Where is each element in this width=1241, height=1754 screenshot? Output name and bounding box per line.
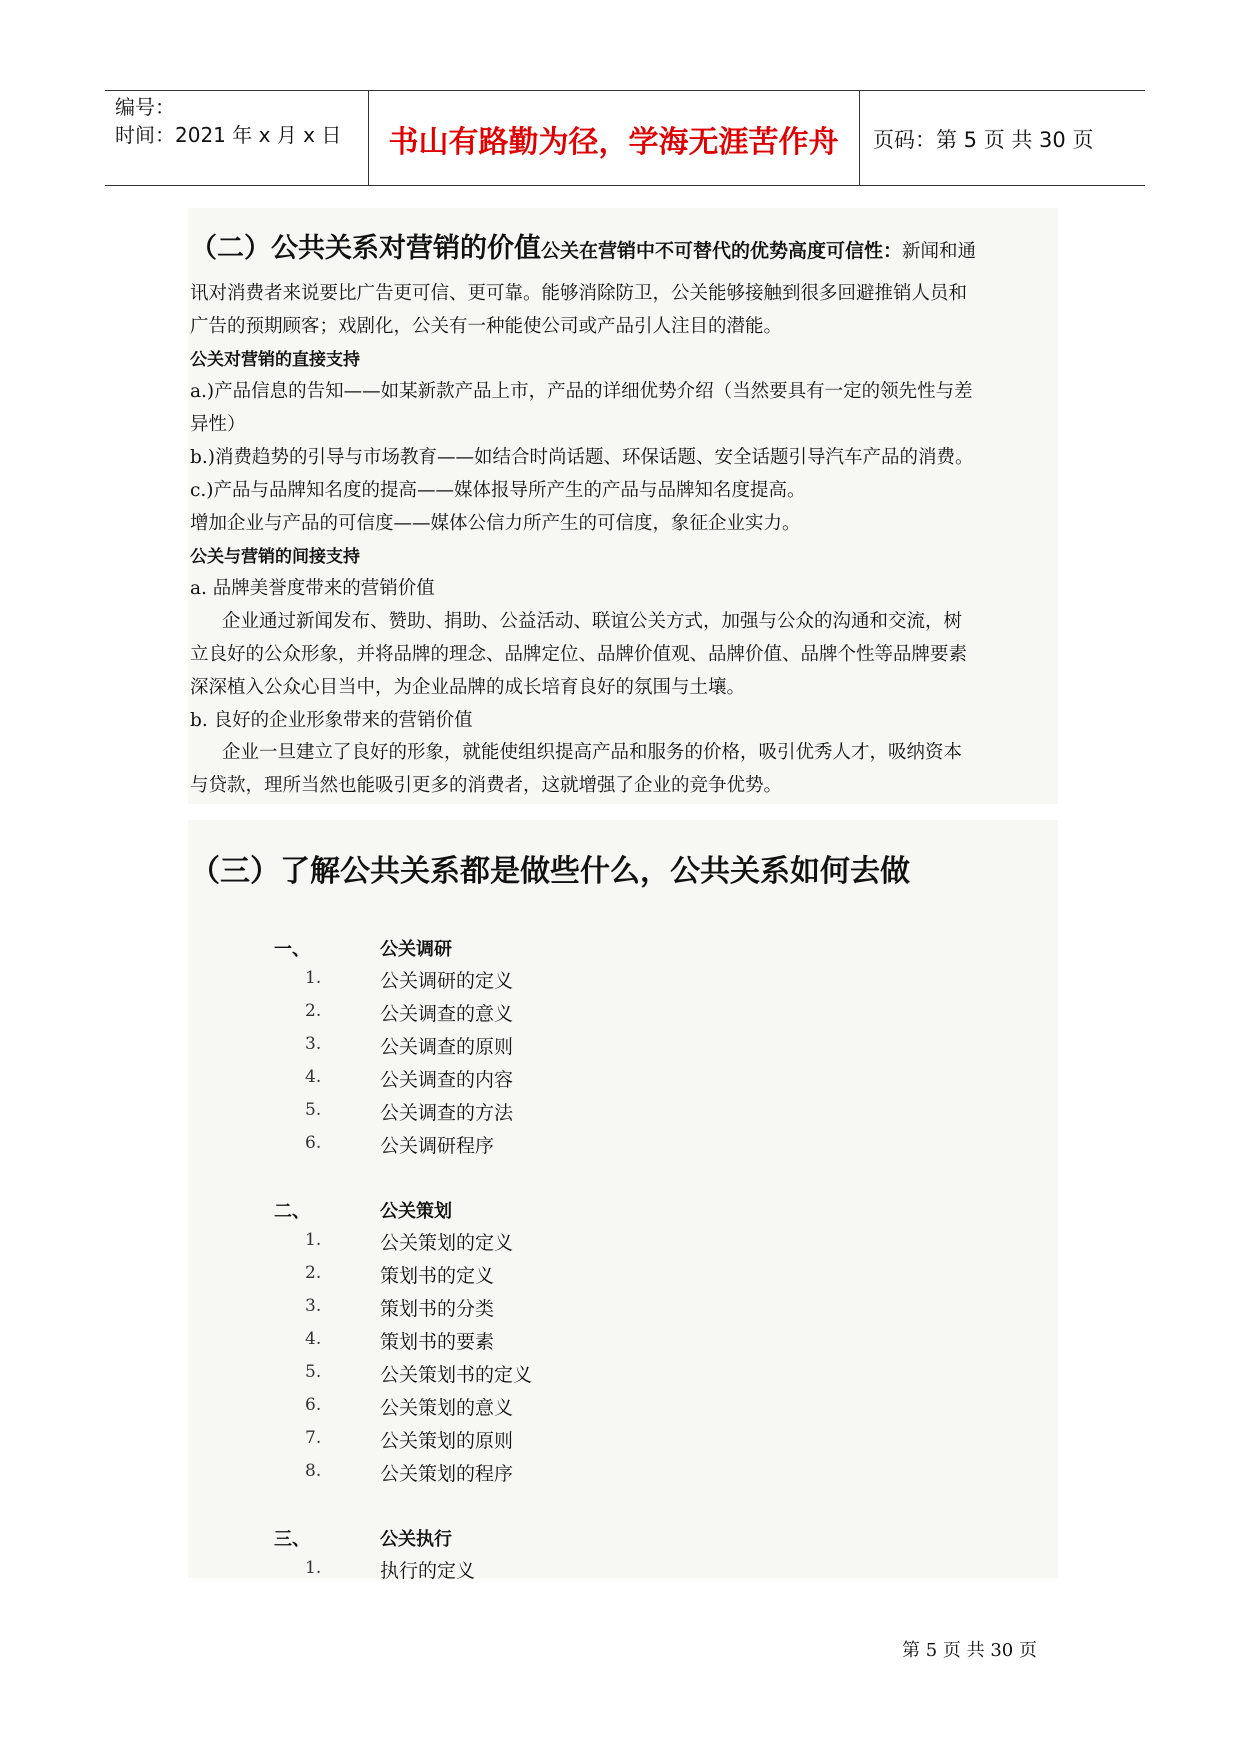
outline-title: 公关执行: [380, 1529, 452, 1550]
list-item: 公关策划的意义: [380, 1397, 514, 1419]
list-number: 5.: [305, 1100, 322, 1120]
list-number: 2.: [305, 1263, 322, 1283]
list-item: 公关策划的定义: [380, 1232, 514, 1254]
list-item: 公关调研的定义: [380, 970, 514, 992]
list-item: 公关调研程序: [380, 1135, 495, 1157]
list-number: 4.: [305, 1329, 322, 1349]
paragraph-line: 企业通过新闻发布、赞助、捐助、公益活动、联谊公关方式，加强与公众的沟通和交流，树: [222, 611, 963, 632]
paragraph-line: 异性）: [190, 414, 246, 435]
list-item: 公关策划书的定义: [380, 1364, 533, 1386]
list-number: 8.: [305, 1461, 322, 1481]
document-number-label: 编号：: [115, 95, 175, 119]
subheading: b. 良好的企业形象带来的营销价值: [190, 710, 473, 731]
section-2-heading-line: [190, 226, 976, 265]
list-item: 公关调查的原则: [380, 1036, 514, 1058]
list-item: 公关调查的内容: [380, 1069, 514, 1091]
paragraph-line: a.)产品信息的告知——如某新款产品上市，产品的详细优势介绍（当然要具有一定的领先性与差: [190, 381, 973, 402]
document-time-label: 时间：2021 年 x 月 x 日: [115, 123, 342, 147]
outline-title: 公关调研: [380, 939, 452, 960]
list-number: 1.: [305, 1230, 322, 1250]
header-divider: [859, 91, 860, 185]
list-number: 3.: [305, 1034, 322, 1054]
outline-number: 一、: [274, 939, 310, 960]
list-item: 公关调查的意义: [380, 1003, 514, 1025]
direct-support-title: 公关对营销的直接支持: [190, 350, 360, 370]
list-number: 5.: [305, 1362, 322, 1382]
paragraph-line: 立良好的公众形象，并将品牌的理念、品牌定位、品牌价值观、品牌价值、品牌个性等品牌要素: [190, 644, 968, 665]
header-meta: [115, 93, 365, 149]
list-number: 2.: [305, 1001, 322, 1021]
header-motto: 书山有路勤为径，学海无涯苦作舟: [388, 125, 839, 160]
section-2-heading: （二）公共关系对营销的价值: [190, 233, 541, 264]
outline-number: 三、: [274, 1529, 310, 1550]
indirect-support-title: 公关与营销的间接支持: [190, 547, 360, 567]
list-number: 6.: [305, 1133, 322, 1153]
list-number: 3.: [305, 1296, 322, 1316]
page-header: [105, 90, 1145, 186]
list-item: 策划书的要素: [380, 1331, 495, 1353]
outline-title: 公关策划: [380, 1201, 452, 1222]
list-item: 公关策划的程序: [380, 1463, 514, 1485]
subheading: a. 品牌美誉度带来的营销价值: [190, 578, 435, 599]
section-3-heading: （三）了解公共关系都是做些什么，公共关系如何去做: [190, 854, 910, 889]
paragraph-line: 企业一旦建立了良好的形象，就能使组织提高产品和服务的价格，吸引优秀人才，吸纳资本: [222, 742, 963, 763]
paragraph-line: b.)消费趋势的引导与市场教育——如结合时尚话题、环保话题、安全话题引导汽车产品的消费。: [190, 447, 974, 468]
section-2-lead-bold: 公关在营销中不可替代的优势高度可信性：: [541, 240, 903, 262]
paragraph-line: 讯对消费者来说要比广告更可信、更可靠。能够消除防卫，公关能够接触到很多回避推销人员和: [190, 283, 968, 304]
list-number: 7.: [305, 1428, 322, 1448]
list-item: 策划书的定义: [380, 1265, 495, 1287]
footer-page-number: 第 5 页 共 30 页: [902, 1640, 1037, 1661]
list-item: 策划书的分类: [380, 1298, 495, 1320]
list-number: 4.: [305, 1067, 322, 1087]
list-number: 1.: [305, 1558, 322, 1578]
list-item: 公关调查的方法: [380, 1102, 514, 1124]
section-2-lead-tail: 新闻和通: [902, 241, 977, 262]
list-number: 1.: [305, 968, 322, 988]
list-item: 执行的定义: [380, 1560, 476, 1582]
paragraph-line: 广告的预期顾客；戏剧化，公关有一种能使公司或产品引人注目的潜能。: [190, 316, 783, 337]
paragraph-line: 增加企业与产品的可信度——媒体公信力所产生的可信度，象征企业实力。: [190, 513, 801, 534]
paragraph-line: 与贷款，理所当然也能吸引更多的消费者，这就增强了企业的竞争优势。: [190, 775, 783, 796]
paragraph-line: c.)产品与品牌知名度的提高——媒体报导所产生的产品与品牌知名度提高。: [190, 480, 806, 501]
paragraph-line: 深深植入公众心目当中，为企业品牌的成长培育良好的氛围与土壤。: [190, 677, 746, 698]
list-item: 公关策划的原则: [380, 1430, 514, 1452]
header-page-number: 页码：第 5 页 共 30 页: [873, 128, 1094, 152]
outline-number: 二、: [274, 1201, 310, 1222]
list-number: 6.: [305, 1395, 322, 1415]
